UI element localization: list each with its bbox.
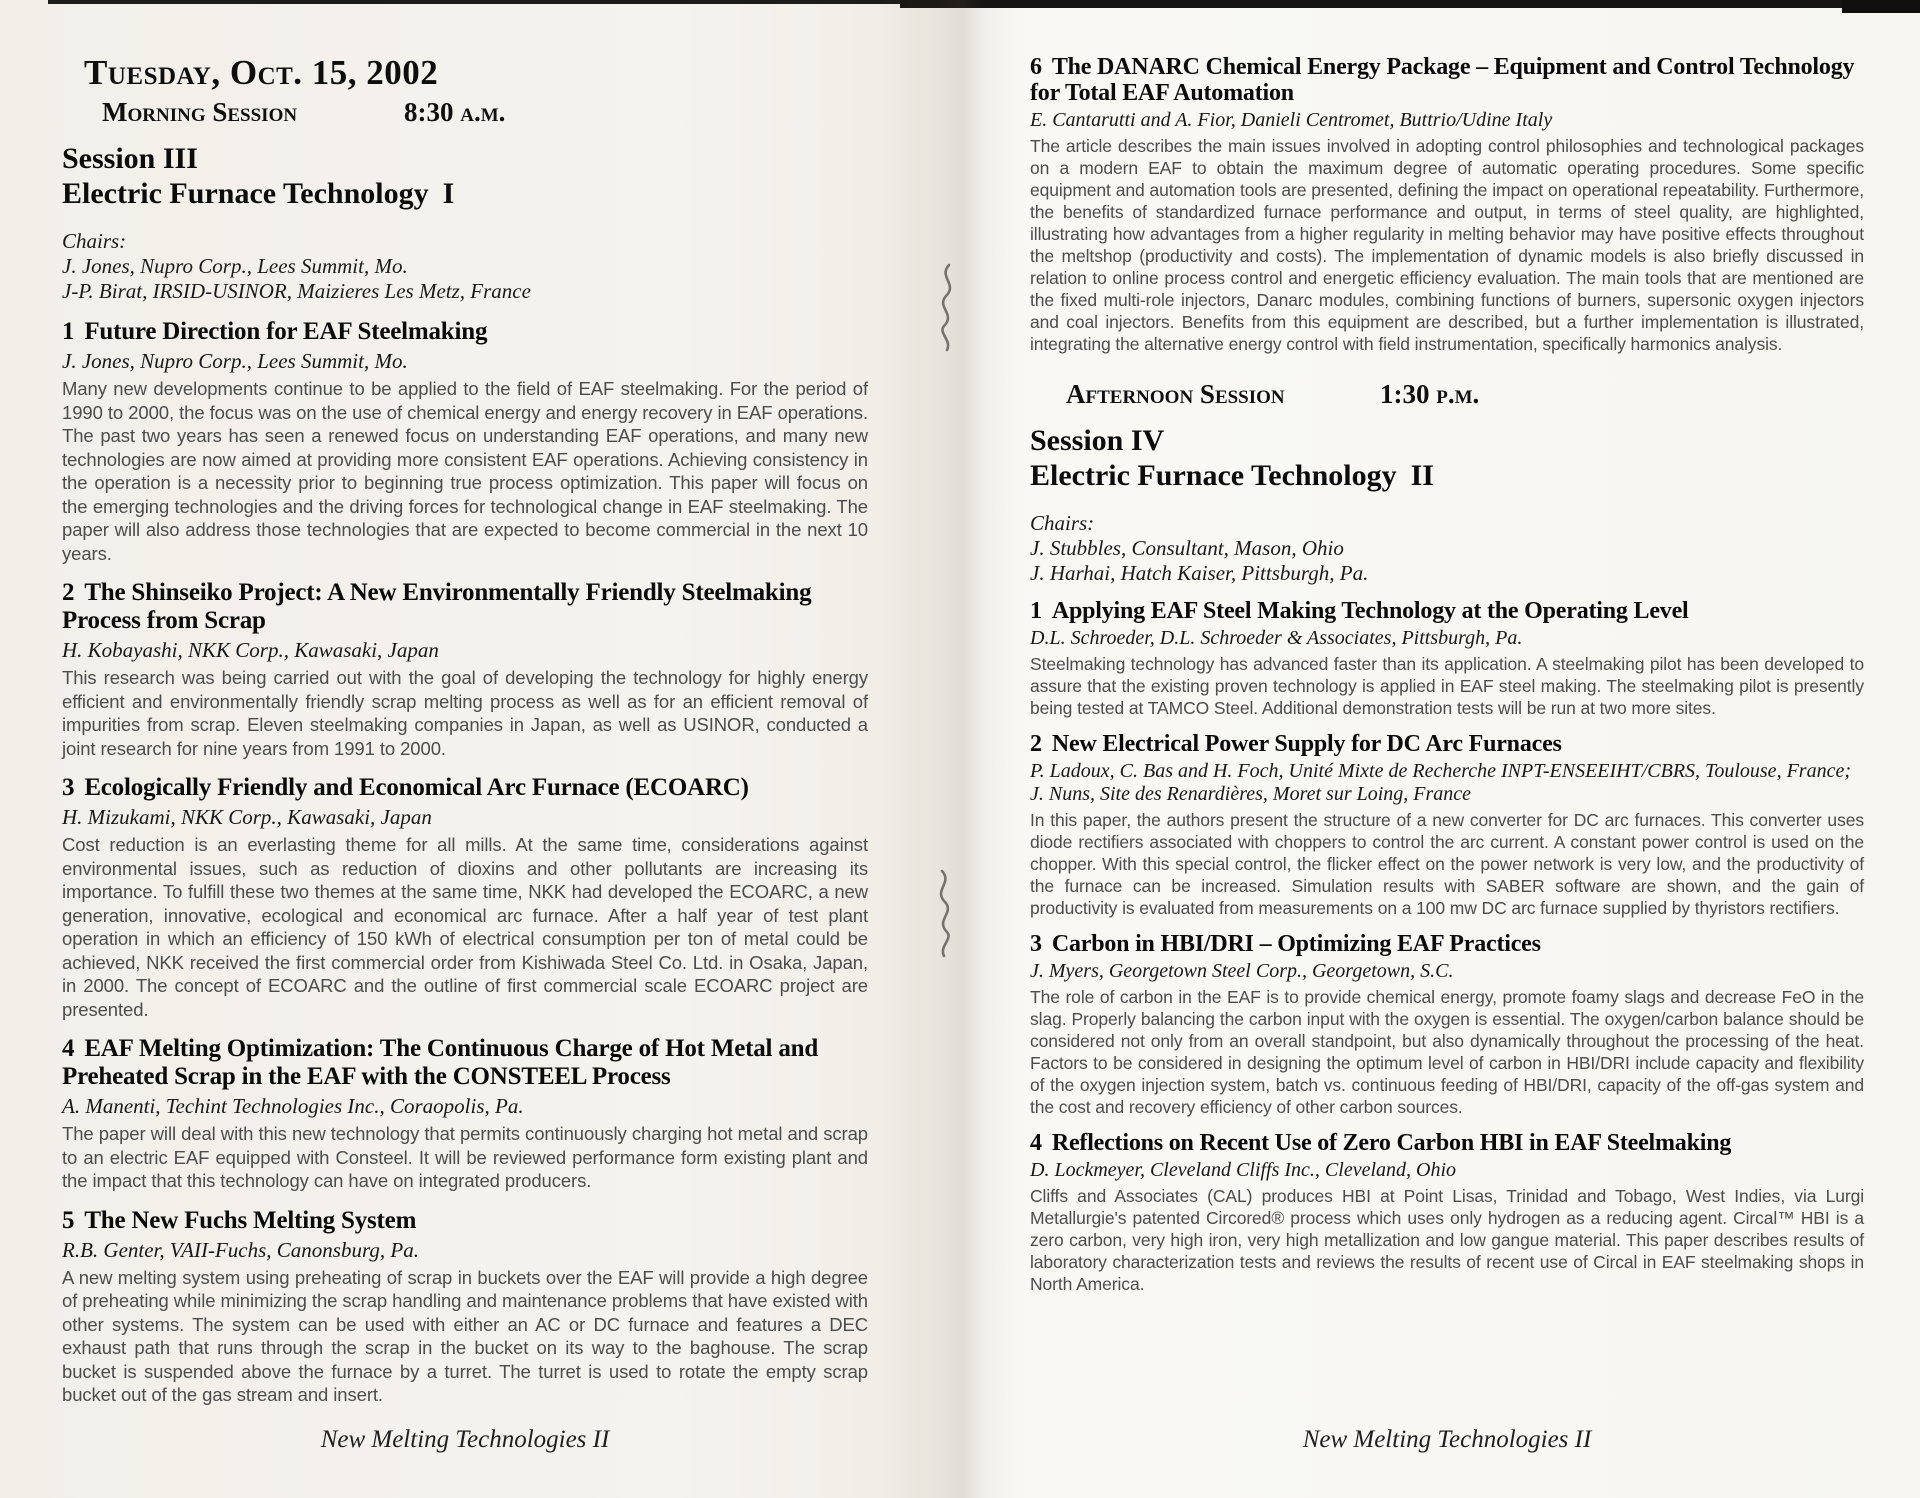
abstract-entry bbox=[1030, 598, 1864, 719]
abstract-body: The paper will deal with this new technology that permits continuously charging hot metal and scrap to an electric EAF equipped with Consteel. It will be reviewed performance form existing plant and the impact that this technology can have on integrated producers. bbox=[62, 1123, 868, 1191]
left-page bbox=[62, 0, 868, 1498]
session-title-numeral: II bbox=[1410, 459, 1434, 492]
abstract-title bbox=[62, 318, 868, 346]
chairs-block bbox=[1030, 511, 1864, 586]
abstract-title bbox=[62, 579, 868, 635]
abstract-title bbox=[1030, 731, 1864, 757]
chair-line: J. Stubbles, Consultant, Mason, Ohio bbox=[1030, 536, 1344, 560]
abstract-title bbox=[62, 1207, 868, 1235]
abstract-entry bbox=[62, 579, 868, 760]
abstract-body: The role of carbon in the EAF is to provide chemical energy, promote foamy slags and decrease FeO in the slag. Properly balancing the carbon input with the oxygen is essential. The oxygen/carbon balance should be considered not only from an overall standpoint, but also dynamically throughout the processing of the heat. Factors to be considered in designing the optimum level of carbon in HBI/DRI include capacity and flexibility of the oxygen injection system, batch vs. continuous feeding of HBI/DRI, capacity of the off-gas system and the cost and recovery efficiency of other carbon sources. bbox=[1030, 987, 1864, 1117]
abstract-entry bbox=[1030, 54, 1864, 355]
abstract-entry bbox=[62, 774, 868, 1021]
session-time-label: Afternoon Session bbox=[1066, 379, 1285, 409]
abstract-title-text: The DANARC Chemical Energy Package – Equipment and Control Technology for Total EAF Automation bbox=[1030, 54, 1855, 106]
chairs-block bbox=[62, 229, 868, 304]
session-title-text: Electric Furnace Technology bbox=[62, 177, 429, 210]
abstract-number: 2 bbox=[62, 579, 75, 606]
abstract-number: 1 bbox=[62, 318, 75, 345]
chair-line: J. Harhai, Hatch Kaiser, Pittsburgh, Pa. bbox=[1030, 561, 1369, 585]
abstract-body: Many new developments continue to be applied to the field of EAF steelmaking. For the period of 1990 to 2000, the focus was on the use of chemical energy and energy recovery in EAF operations. The past two years has seen a renewed focus on understanding EAF operations, and many new technologies are now aimed at providing more consistent EAF operations. Achieving consistency in the operation is a necessity prior to beginning true process optimization. This paper will focus on the emerging technologies and the driving forces for technological change in EAF steelmaking. The paper will also address those technologies that are expected to become commercial in the next 10 years. bbox=[62, 378, 868, 564]
abstract-authors: J. Jones, Nupro Corp., Lees Summit, Mo. bbox=[62, 349, 408, 373]
abstract-title bbox=[1030, 54, 1864, 106]
afternoon-session-row bbox=[1030, 379, 1864, 409]
abstract-title bbox=[62, 774, 868, 802]
morning-session-row bbox=[62, 97, 868, 127]
abstract-entry bbox=[62, 1035, 868, 1193]
session-title-numeral: I bbox=[442, 177, 455, 210]
abstract-title-text: Ecologically Friendly and Economical Arc Furnace (ECOARC) bbox=[84, 774, 749, 801]
abstract-authors: H. Mizukami, NKK Corp., Kawasaki, Japan bbox=[62, 805, 432, 829]
chair-line: J-P. Birat, IRSID-USINOR, Maizieres Les Metz, France bbox=[62, 279, 531, 303]
abstract-title bbox=[1030, 598, 1864, 624]
abstract-authors: H. Kobayashi, NKK Corp., Kawasaki, Japan bbox=[62, 638, 439, 662]
abstract-entry bbox=[1030, 1130, 1864, 1295]
abstract-title-text: The New Fuchs Melting System bbox=[84, 1206, 417, 1234]
abstract-number: 3 bbox=[1030, 931, 1042, 957]
abstract-number: 3 bbox=[62, 774, 75, 801]
abstract-title-text: New Electrical Power Supply for DC Arc Furnaces bbox=[1051, 731, 1562, 757]
chairs-label: Chairs: bbox=[1030, 511, 1095, 535]
binding-thread-mark-bottom bbox=[929, 868, 959, 960]
abstract-body: Cost reduction is an everlasting theme for all mills. At the same time, considerations against environmental issues, such as reduction of dioxins and other pollutants are increasing its importance. To fulfill these two themes at the same time, NKK had developed the ECOARC, a new generation, innovative, ecological and economical arc furnace. After a half year of test plant operation in which an efficiency of 150 kWh of electrical consumption per ton of metal could be achieved, NKK received the first commercial order from Kishiwada Steel Co. Ltd. in Osaka, Japan, in 2000. The concept of ECOARC and the outline of first commercial scale ECOARC project are presented. bbox=[62, 834, 868, 1020]
abstract-title bbox=[62, 1035, 868, 1091]
abstract-entry bbox=[1030, 731, 1864, 919]
chair-line: J. Jones, Nupro Corp., Lees Summit, Mo. bbox=[62, 254, 408, 278]
date-heading: Tuesday, Oct. 15, 2002 bbox=[84, 53, 439, 92]
abstract-title-text: Carbon in HBI/DRI – Optimizing EAF Practices bbox=[1051, 931, 1541, 957]
abstract-authors: R.B. Genter, VAII-Fuchs, Canonsburg, Pa. bbox=[62, 1237, 419, 1262]
session-number: Session III bbox=[62, 142, 198, 175]
abstract-authors: E. Cantarutti and A. Fior, Danieli Centromet, Buttrio/Udine Italy bbox=[1030, 109, 1553, 131]
abstract-number: 4 bbox=[1030, 1130, 1042, 1156]
page-footer-title: New Melting Technologies II bbox=[320, 1426, 610, 1453]
right-page bbox=[1030, 0, 1864, 1498]
abstract-body: In this paper, the authors present the structure of a new converter for DC arc furnaces. This converter uses diode rectifiers associated with choppers to control the arc current. A constant power control is used on the chopper. With this special control, the flicker effect on the power network is very low, and the productivity of the furnace can be increased. Simulation results with SABER software are shown, and the gain of productivity is evaluated from measurements on a 100 mw DC arc furnace supplied by thyristors rectifiers. bbox=[1030, 810, 1864, 918]
abstract-body: The article describes the main issues involved in adopting control philosophies and technological packages on a modern EAF to obtain the maximum degree of automatic operating procedures. Some specific equipment and automation tools are presented, defining the impact on operational repeatability. Furthermore, the benefits of standardized furnace performance and output, in terms of steel quality, are highlighted, illustrating how advantages from a higher regularity in melting behavior may have positive effects throughout the meltshop (productivity and costs). The implementation of dynamic models is also briefly discussed in relation to online process control and energetic efficiency evaluation. The main tools that are mentioned are the fixed multi-role injectors, Danarc modules, combining functions of burners, supersonic oxygen injectors and coal injectors. Benefits from this equipment are described, but a further implementation is illustrated, integrating the alternative energy control with field instrumentation, specifically harmonics analysis. bbox=[1030, 136, 1864, 354]
abstract-entry bbox=[62, 318, 868, 565]
abstract-title bbox=[1030, 931, 1864, 957]
abstract-title bbox=[1030, 1130, 1864, 1156]
session-number: Session IV bbox=[1030, 424, 1165, 457]
abstract-entry bbox=[62, 1207, 868, 1407]
abstract-body: Steelmaking technology has advanced faster than its application. A steelmaking pilot has been developed to assure that the existing proven technology is applied in EAF steel making. The steelmaking pilot is presently being tested at TAMCO Steel. Additional demonstration tests will be run at two more sites. bbox=[1030, 654, 1864, 718]
session-title-text: Electric Furnace Technology bbox=[1030, 459, 1397, 492]
abstract-authors: D. Lockmeyer, Cleveland Cliffs Inc., Cleveland, Ohio bbox=[1030, 1159, 1457, 1181]
abstract-number: 2 bbox=[1030, 731, 1042, 757]
abstract-body: A new melting system using preheating of scrap in buckets over the EAF will provide a high degree of preheating while minimizing the scrap handling and maintenance problems that have existed with other systems. The system can be used with either an AC or DC furnace and features a DEC exhaust path that runs through the scrap in the bucket on its way to the baghouse. The scrap bucket is suspended above the furnace by a turret. The turret is used to rotate the empty scrap bucket out of the gas stream and insert. bbox=[62, 1266, 868, 1405]
abstract-title-text: EAF Melting Optimization: The Continuous Charge of Hot Metal and Preheated Scrap in the EAF with the CONSTEEL Process bbox=[62, 1035, 819, 1090]
abstract-body: Cliffs and Associates (CAL) produces HBI at Point Lisas, Trinidad and Tobago, West Indies, via Lurgi Metallurgie's patented Circored® process which uses only hydrogen as a reducing agent. Circal™ HBI is a zero carbon, very high iron, very high metallization and low gangue material. This paper describes results of laboratory characterization tests and reviews the results of recent use of Circal in EAF steelmaking shops in North America. bbox=[1030, 1186, 1864, 1294]
session-title bbox=[1030, 459, 1864, 493]
abstract-number: 5 bbox=[62, 1206, 75, 1234]
abstract-title-text: The Shinseiko Project: A New Environmentally Friendly Steelmaking Process from Scrap bbox=[62, 579, 812, 634]
session-start-time: 1:30 p.m. bbox=[1380, 379, 1480, 409]
page-gutter-fold bbox=[878, 0, 1030, 1498]
abstract-body: This research was being carried out with the goal of developing the technology for highly energy efficient and environmentally friendly scrap melting process as well as for an efficient removal of impurities from scrap. Eleven steelmaking companies in Japan, as well as USINOR, conducted a joint research for nine years from 1991 to 2000. bbox=[62, 667, 868, 759]
session-start-time: 8:30 a.m. bbox=[404, 97, 506, 127]
abstract-title-text: Future Direction for EAF Steelmaking bbox=[84, 318, 488, 345]
binding-thread-mark-top bbox=[933, 262, 963, 354]
abstract-authors: P. Ladoux, C. Bas and H. Foch, Unité Mixte de Recherche INPT-ENSEEIHT/CBRS, Toulouse, France; J. Nuns, Site des Renardières, Moret sur Loing, France bbox=[1030, 760, 1851, 805]
abstract-number: 6 bbox=[1030, 54, 1042, 80]
chairs-label: Chairs: bbox=[62, 229, 127, 253]
abstract-title-text: Reflections on Recent Use of Zero Carbon HBI in EAF Steelmaking bbox=[1051, 1130, 1732, 1156]
session-time-label: Morning Session bbox=[102, 97, 298, 127]
abstract-title-text: Applying EAF Steel Making Technology at the Operating Level bbox=[1051, 598, 1689, 624]
abstract-entry bbox=[1030, 931, 1864, 1118]
abstract-authors: J. Myers, Georgetown Steel Corp., Georgetown, S.C. bbox=[1030, 960, 1454, 982]
abstract-number: 1 bbox=[1030, 598, 1042, 624]
abstract-number: 4 bbox=[62, 1035, 75, 1062]
session-title bbox=[62, 177, 868, 211]
abstract-authors: A. Manenti, Techint Technologies Inc., Coraopolis, Pa. bbox=[62, 1094, 524, 1118]
page-footer-title: New Melting Technologies II bbox=[1302, 1426, 1592, 1453]
abstract-authors: D.L. Schroeder, D.L. Schroeder & Associates, Pittsburgh, Pa. bbox=[1030, 627, 1523, 649]
